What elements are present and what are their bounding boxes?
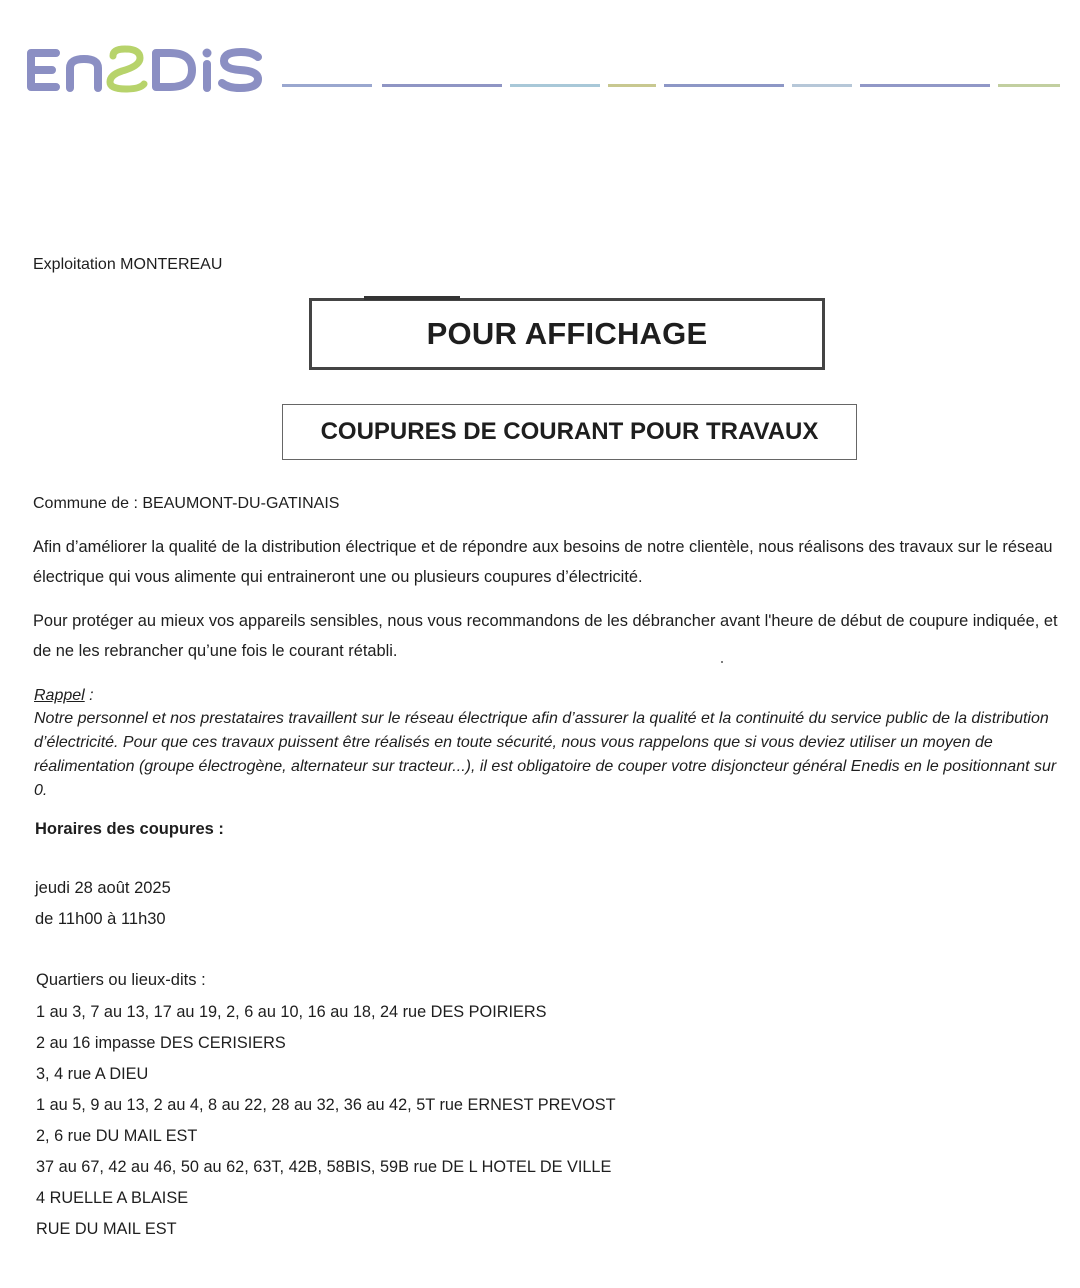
intro-paragraph: Afin d’améliorer la qualité de la distribution électrique et de répondre aux besoins de notre clientèle, nous réalisons des travaux sur le réseau électrique qui vous alimente qui entraineront une ou plusieurs coupures d’électricité. xyxy=(33,538,1053,586)
scan-mark xyxy=(364,296,460,300)
coupures-title: COUPURES DE COURANT POUR TRAVAUX xyxy=(320,418,819,445)
header-divider xyxy=(282,84,1060,87)
quartiers-label: Quartiers ou lieux-dits : xyxy=(36,971,206,989)
rappel-heading xyxy=(34,687,94,705)
list-item: 1 au 3, 7 au 13, 17 au 19, 2, 6 au 10, 16 au 18, 24 rue DES POIRIERS xyxy=(36,1003,547,1021)
scan-dot xyxy=(721,661,723,663)
quartiers-list xyxy=(36,1000,616,1248)
coupures-title-box xyxy=(282,404,857,460)
list-item: RUE DU MAIL EST xyxy=(36,1220,177,1238)
rappel-colon: : xyxy=(84,687,94,704)
list-item: 3, 4 rue A DIEU xyxy=(36,1065,149,1083)
protection-paragraph: Pour protéger au mieux vos appareils sensibles, nous vous recommandons de les débrancher avant l'heure de début de coupure indiquée, et de ne les rebrancher qu’une fois le courant rétabli. xyxy=(33,612,1058,660)
rappel-label: Rappel xyxy=(34,687,85,704)
exploitation-label: Exploitation MONTEREAU xyxy=(33,256,223,273)
list-item: 2, 6 rue DU MAIL EST xyxy=(36,1127,198,1145)
list-item: 1 au 5, 9 au 13, 2 au 4, 8 au 22, 28 au 32, 36 au 42, 5T rue ERNEST PREVOST xyxy=(36,1096,616,1114)
horaires-title: Horaires des coupures : xyxy=(35,820,224,838)
list-item: 4 RUELLE A BLAISE xyxy=(36,1189,189,1207)
affichage-title-box xyxy=(309,298,825,370)
list-item: 37 au 67, 42 au 46, 50 au 62, 63T, 42B, 58BIS, 59B rue DE L HOTEL DE VILLE xyxy=(36,1158,612,1176)
rappel-text: Notre personnel et nos prestataires travaillent sur le réseau électrique afin d’assurer la qualité et la continuité du service public de la distribution d’électricité. Pour que ces travaux puissent être réalisés en toute sécurité, nous vous rappelons que si vous deviez utiliser un moyen de réalimentation (groupe électrogène, alternateur sur tracteur...), il est obligatoire de couper votre disjoncteur général Enedis en le positionnant sur 0. xyxy=(34,710,1057,799)
list-item: 2 au 16 impasse DES CERISIERS xyxy=(36,1034,286,1052)
outage-date: jeudi 28 août 2025 xyxy=(35,879,171,897)
commune-label: Commune de : BEAUMONT-DU-GATINAIS xyxy=(33,495,340,512)
enedis-logo xyxy=(22,44,267,96)
outage-hours: de 11h00 à 11h30 xyxy=(35,910,166,928)
affichage-title: POUR AFFICHAGE xyxy=(426,316,708,351)
